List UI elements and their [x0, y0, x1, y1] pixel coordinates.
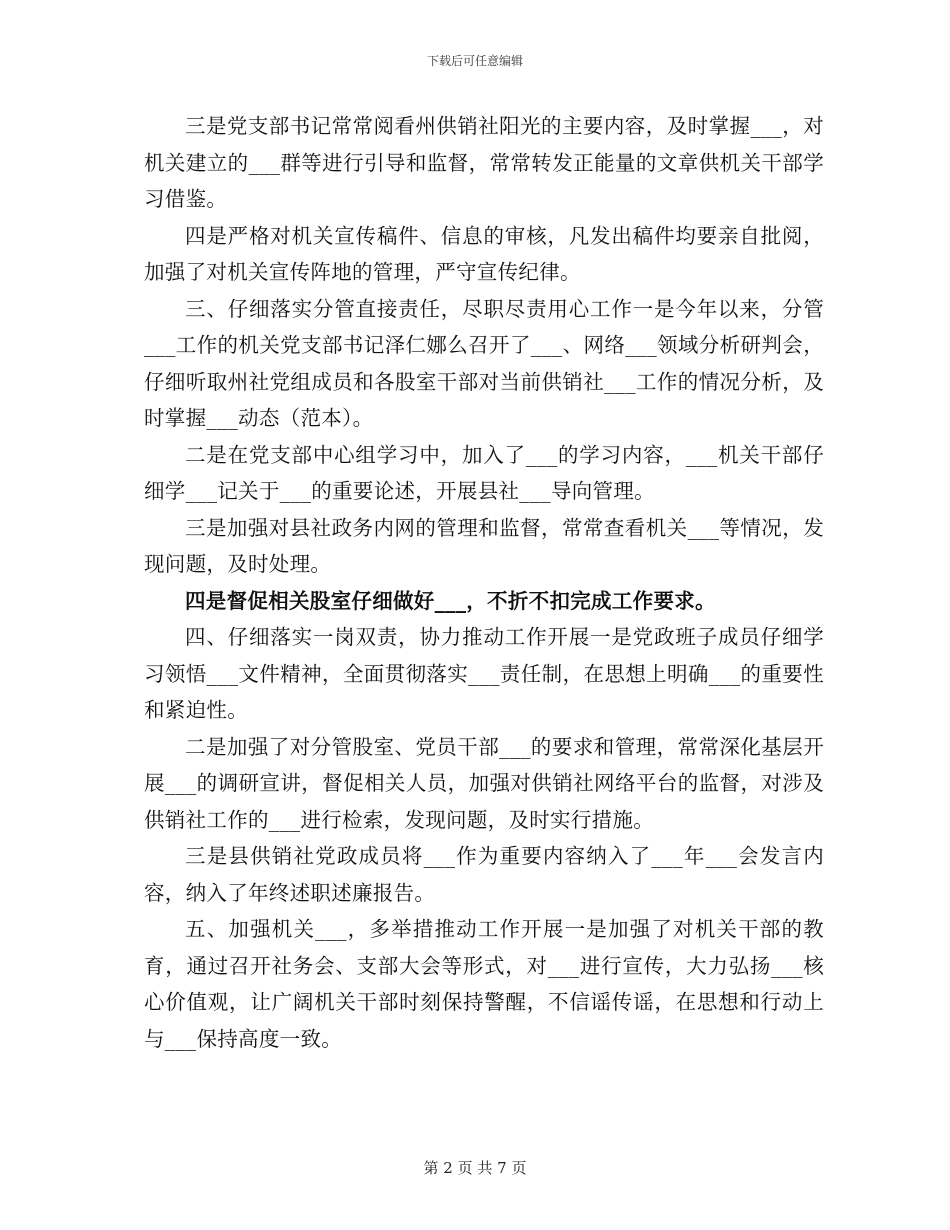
paragraph-4: 二是在党支部中心组学习中，加入了___的学习内容，___机关干部仔细学___记关于___的重要论述，开展县社___导向管理。 [144, 442, 824, 503]
document-body [144, 108, 824, 1057]
paragraph-7: 四、仔细落实一岗双责，协力推动工作开展一是党政班子成员仔细学习领悟___文件精神，全面贯彻落实___责任制，在思想上明确___的重要性和紧迫性。 [144, 625, 824, 722]
paragraph-9: 三是县供销社党政成员将___作为重要内容纳入了___年___会发言内容，纳入了年终述职述廉报告。 [144, 844, 824, 905]
paragraph-5: 三是加强对县社政务内网的管理和监督，常常查看机关___等情况，发现问题，及时处理。 [144, 515, 824, 576]
paragraph-2: 四是严格对机关宣传稿件、信息的审核，凡发出稿件均要亲自批阅，加强了对机关宣传阵地的管理，严守宣传纪律。 [144, 223, 824, 284]
paragraph-1: 三是党支部书记常常阅看州供销社阳光的主要内容，及时掌握___，对机关建立的___群等进行引导和监督，常常转发正能量的文章供机关干部学习借鉴。 [144, 114, 824, 211]
paragraph-8: 二是加强了对分管股室、党员干部___的要求和管理，常常深化基层开展___的调研宣讲，督促相关人员，加强对供销社网络平台的监督，对涉及供销社工作的___进行检索，发现问题，及时实行措施。 [144, 734, 824, 832]
paragraph-6-bold: 四是督促相关股室仔细做好___，不折不扣完成工作要求。 [185, 588, 716, 613]
paragraph-10: 五、加强机关___，多举措推动工作开展一是加强了对机关干部的教育，通过召开社务会、支部大会等形式，对___进行宣传，大力弘扬___核心价值观，让广阔机关干部时刻保持警醒，不信谣传谣，在思想和行动上与___保持高度一致。 [144, 917, 824, 1051]
page-header: 下载后可任意编辑 [426, 54, 523, 68]
paragraph-3: 三、仔细落实分管直接责任，尽职尽责用心工作一是今年以来，分管___工作的机关党支部书记泽仁娜么召开了___、网络___领域分析研判会，仔细听取州社党组成员和各股室干部对当前供销社___工作的情况分析，及时掌握___动态（范本）。 [144, 296, 824, 430]
page-footer: 第 2 页 共 7 页 [423, 1159, 527, 1177]
